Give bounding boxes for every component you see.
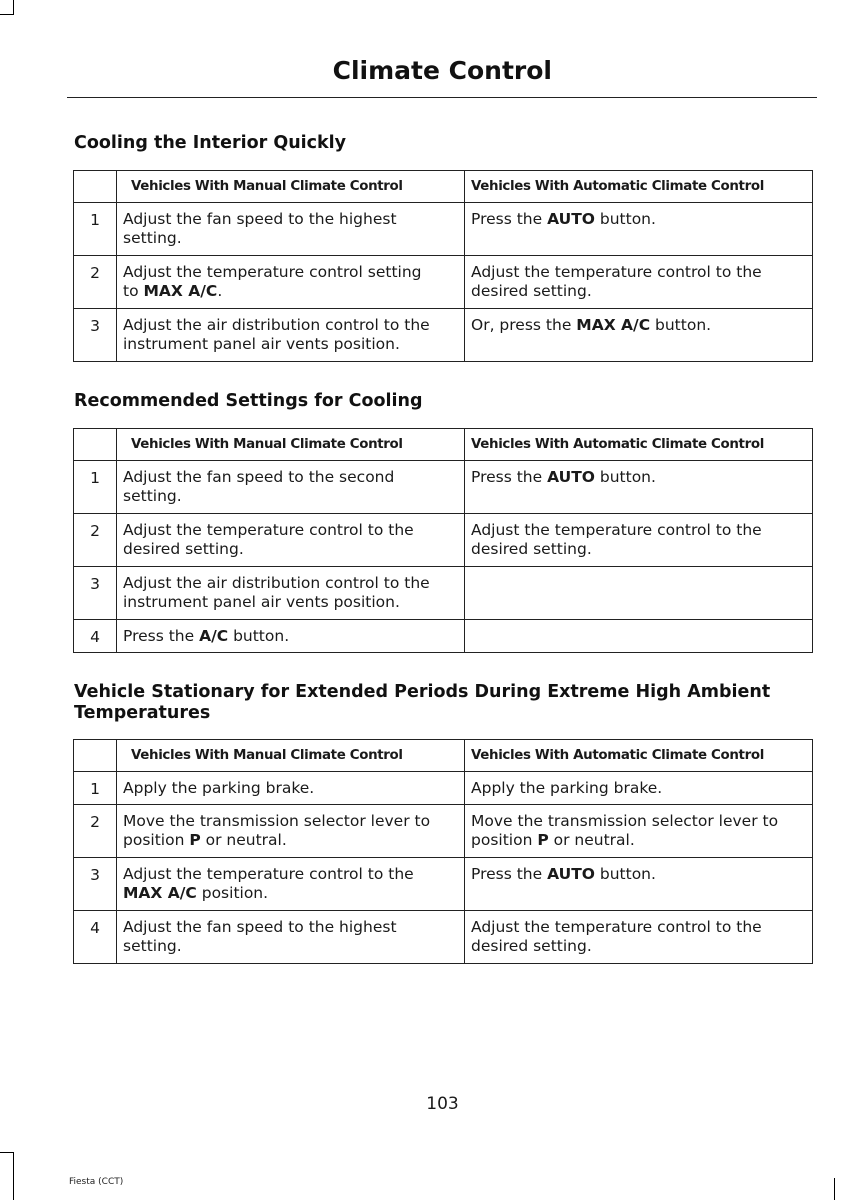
- manual-step-cell: [117, 911, 465, 964]
- crop-mark: [0, 14, 14, 15]
- text-run: Press the: [471, 210, 548, 228]
- automatic-step-text: [471, 263, 762, 300]
- automatic-step-cell: [465, 772, 813, 805]
- step-number: 1: [74, 461, 117, 514]
- text-run: or neutral.: [200, 831, 287, 849]
- automatic-step-cell: [465, 461, 813, 514]
- automatic-step-text: [471, 812, 778, 849]
- column-header-manual: Vehicles With Manual Climate Control: [117, 171, 465, 203]
- table-row: [74, 567, 813, 620]
- text-run: or neutral.: [548, 831, 635, 849]
- crop-mark: [834, 1178, 835, 1200]
- automatic-step-text: [471, 316, 711, 334]
- step-number: 2: [74, 256, 117, 309]
- emphasized-text: A/C: [199, 627, 229, 645]
- automatic-step-text: [471, 918, 762, 955]
- table-header-row: [74, 171, 813, 203]
- instruction-table: [73, 170, 813, 362]
- manual-step-text: [123, 316, 430, 353]
- column-header-automatic: Vehicles With Automatic Climate Control: [465, 429, 813, 461]
- automatic-step-cell: [465, 203, 813, 256]
- table-row: [74, 514, 813, 567]
- table-row: [74, 461, 813, 514]
- text-run: Adjust the air distribution control to the: [123, 574, 430, 592]
- text-run: button.: [228, 627, 290, 645]
- crop-mark: [0, 1152, 14, 1153]
- step-number: 2: [74, 514, 117, 567]
- column-header-automatic: Vehicles With Automatic Climate Control: [465, 740, 813, 772]
- table-row: [74, 256, 813, 309]
- manual-step-cell: [117, 514, 465, 567]
- automatic-step-cell: [465, 567, 813, 620]
- manual-step-cell: [117, 567, 465, 620]
- manual-step-cell: [117, 772, 465, 805]
- section-heading: Recommended Settings for Cooling: [74, 391, 423, 411]
- text-run: Adjust the temperature control to the: [471, 918, 762, 936]
- text-run: setting.: [123, 229, 182, 247]
- section-heading: Vehicle Stationary for Extended Periods During Extreme High Ambient Temperatures: [74, 682, 771, 723]
- emphasized-text: P: [537, 831, 549, 849]
- text-run: position.: [196, 884, 269, 902]
- title-divider: [67, 97, 817, 98]
- table-row: [74, 620, 813, 653]
- automatic-step-text: [471, 779, 662, 797]
- automatic-step-cell: [465, 805, 813, 858]
- step-number: 3: [74, 309, 117, 362]
- text-run: button.: [650, 316, 712, 334]
- text-run: Move the transmission selector lever to: [123, 812, 431, 830]
- text-run: Adjust the air distribution control to the: [123, 316, 430, 334]
- text-run: button.: [594, 468, 656, 486]
- emphasized-text: AUTO: [547, 468, 595, 486]
- text-run: Or, press the: [471, 316, 577, 334]
- text-run: button.: [594, 865, 656, 883]
- automatic-step-cell: [465, 911, 813, 964]
- text-run: desired setting.: [471, 937, 592, 955]
- step-number: 3: [74, 567, 117, 620]
- table-row: [74, 805, 813, 858]
- text-run: Adjust the temperature control to the: [471, 521, 762, 539]
- text-run: Adjust the temperature control to the: [471, 263, 762, 281]
- crop-mark: [13, 1152, 14, 1200]
- step-number: 1: [74, 772, 117, 805]
- step-number: 4: [74, 911, 117, 964]
- text-run: Press the: [471, 468, 548, 486]
- table-row: [74, 911, 813, 964]
- manual-step-text: [123, 521, 414, 558]
- text-run: .: [217, 282, 223, 300]
- emphasized-text: AUTO: [547, 865, 595, 883]
- footer-model: Fiesta (CCT): [69, 1177, 124, 1187]
- manual-step-cell: [117, 620, 465, 653]
- manual-step-text: [123, 210, 397, 247]
- step-number: 1: [74, 203, 117, 256]
- text-run: desired setting.: [471, 540, 592, 558]
- text-run: Adjust the temperature control to the: [123, 865, 414, 883]
- emphasized-text: P: [189, 831, 201, 849]
- manual-step-text: [123, 865, 414, 902]
- table-row: [74, 203, 813, 256]
- manual-step-cell: [117, 203, 465, 256]
- page-title: Climate Control: [332, 56, 552, 85]
- text-run: Press the: [123, 627, 200, 645]
- table-row: [74, 309, 813, 362]
- emphasized-text: MAX A/C: [143, 282, 218, 300]
- instruction-table: [73, 428, 813, 653]
- text-run: desired setting.: [471, 282, 592, 300]
- text-run: Adjust the fan speed to the second: [123, 468, 395, 486]
- section-heading: Cooling the Interior Quickly: [74, 133, 347, 153]
- column-header-manual: Vehicles With Manual Climate Control: [117, 740, 465, 772]
- text-run: position: [123, 831, 190, 849]
- table-row: [74, 772, 813, 805]
- emphasized-text: AUTO: [547, 210, 595, 228]
- page-number: 103: [426, 1094, 459, 1114]
- manual-step-cell: [117, 805, 465, 858]
- automatic-step-cell: [465, 620, 813, 653]
- column-header-number: [74, 171, 117, 203]
- manual-step-cell: [117, 256, 465, 309]
- table-header-row: [74, 429, 813, 461]
- manual-step-text: [123, 812, 430, 849]
- automatic-step-cell: [465, 256, 813, 309]
- text-run: setting.: [123, 487, 182, 505]
- automatic-step-cell: [465, 514, 813, 567]
- text-run: Adjust the temperature control setting: [123, 263, 422, 281]
- manual-step-text: [123, 918, 397, 955]
- text-run: desired setting.: [123, 540, 244, 558]
- manual-step-text: [123, 574, 430, 611]
- manual-step-cell: [117, 461, 465, 514]
- manual-step-text: [123, 468, 394, 505]
- text-run: instrument panel air vents position.: [123, 335, 400, 353]
- automatic-step-cell: [465, 309, 813, 362]
- step-number: 2: [74, 805, 117, 858]
- table-header-row: [74, 740, 813, 772]
- automatic-step-text: [471, 210, 656, 228]
- text-run: Adjust the fan speed to the highest: [123, 918, 397, 936]
- automatic-step-text: [471, 521, 762, 558]
- step-number: 3: [74, 858, 117, 911]
- text-run: Apply the parking brake.: [471, 779, 663, 797]
- manual-step-text: [123, 627, 289, 645]
- manual-step-cell: [117, 858, 465, 911]
- column-header-manual: Vehicles With Manual Climate Control: [117, 429, 465, 461]
- manual-step-text: [123, 263, 422, 300]
- crop-mark: [13, 0, 14, 14]
- instruction-table: [73, 739, 813, 964]
- text-run: button.: [594, 210, 656, 228]
- manual-step-cell: [117, 309, 465, 362]
- table-row: [74, 858, 813, 911]
- automatic-step-text: [471, 865, 656, 883]
- emphasized-text: MAX A/C: [576, 316, 651, 334]
- text-run: Press the: [471, 865, 548, 883]
- text-run: Move the transmission selector lever to: [471, 812, 779, 830]
- column-header-automatic: Vehicles With Automatic Climate Control: [465, 171, 813, 203]
- text-run: Apply the parking brake.: [123, 779, 315, 797]
- text-run: to: [123, 282, 144, 300]
- manual-step-text: [123, 779, 314, 797]
- emphasized-text: MAX A/C: [123, 884, 197, 902]
- automatic-step-text: [471, 468, 656, 486]
- text-run: instrument panel air vents position.: [123, 593, 400, 611]
- text-run: Adjust the temperature control to the: [123, 521, 414, 539]
- automatic-step-cell: [465, 858, 813, 911]
- column-header-number: [74, 740, 117, 772]
- column-header-number: [74, 429, 117, 461]
- text-run: position: [471, 831, 538, 849]
- step-number: 4: [74, 620, 117, 653]
- text-run: Adjust the fan speed to the highest: [123, 210, 397, 228]
- text-run: setting.: [123, 937, 182, 955]
